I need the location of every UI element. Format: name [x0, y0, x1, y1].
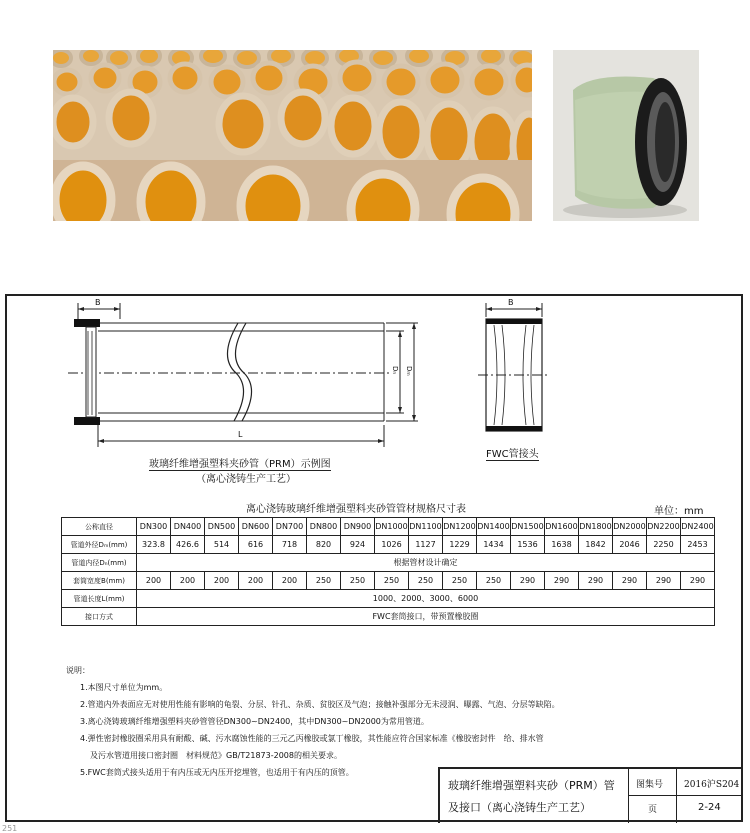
- row-label: 接口方式: [62, 608, 137, 626]
- table-cell: 290: [511, 572, 545, 590]
- notes-section: [66, 662, 560, 781]
- dim-label-l: L: [238, 430, 243, 439]
- table-cell: 200: [205, 572, 239, 590]
- table-cell: 250: [409, 572, 443, 590]
- note-item-3: 3.离心浇铸玻璃纤维增强塑料夹砂管管径DN300~DN2400，其中DN300~DN2000为常用管道。: [80, 717, 429, 726]
- page-label: 页: [648, 805, 658, 815]
- table-span-cell: 1000、2000、3000、6000: [137, 590, 715, 608]
- table-cell: 250: [375, 572, 409, 590]
- dim-label-dn: Dₙ: [391, 366, 399, 375]
- note-item-4-cont: 及污水管道用接口密封圈 材料规范》GB/T21873-2008的相关要求。: [90, 751, 342, 760]
- table-cell: 2046: [613, 536, 647, 554]
- dim-label-b-left: B: [95, 298, 101, 307]
- pipe-caption-line1: 玻璃纤维增强塑料夹砂管（PRM）示例图: [149, 455, 331, 471]
- table-cell: DN500: [205, 518, 239, 536]
- table-cell: 250: [477, 572, 511, 590]
- table-cell: 820: [307, 536, 341, 554]
- note-item-1: 1.本图尺寸单位为mm。: [80, 683, 168, 692]
- table-cell: DN400: [171, 518, 205, 536]
- table-cell: 1127: [409, 536, 443, 554]
- table-cell: DN1800: [579, 518, 613, 536]
- row-label: 管道外径Dₘ(mm): [62, 536, 137, 554]
- table-cell: 323.8: [137, 536, 171, 554]
- dim-label-b-right: B: [508, 298, 514, 307]
- row-label: 套筒宽度B(mm): [62, 572, 137, 590]
- table-cell: DN1400: [477, 518, 511, 536]
- table-row-length: [62, 590, 715, 608]
- coupling-caption: FWC管接头: [486, 445, 539, 461]
- table-cell: 1536: [511, 536, 545, 554]
- table-cell: 718: [273, 536, 307, 554]
- table-cell: 290: [613, 572, 647, 590]
- spec-table: [61, 517, 715, 626]
- table-cell: 200: [239, 572, 273, 590]
- table-row-outer-diameter: [62, 536, 715, 554]
- table-cell: DN1000: [375, 518, 409, 536]
- dim-label-dm: Dₘ: [405, 366, 413, 376]
- table-cell: 426.6: [171, 536, 205, 554]
- table-cell: 616: [239, 536, 273, 554]
- table-cell: 1434: [477, 536, 511, 554]
- table-cell: 200: [171, 572, 205, 590]
- table-cell: 2453: [681, 536, 715, 554]
- table-cell: DN1500: [511, 518, 545, 536]
- row-label: 管道内径Dₙ(mm): [62, 554, 137, 572]
- table-cell: DN1100: [409, 518, 443, 536]
- table-cell: DN1200: [443, 518, 477, 536]
- table-cell: 250: [341, 572, 375, 590]
- title-line1: 玻璃纤维增强塑料夹砂（PRM）管: [448, 779, 615, 792]
- table-span-cell: 根据管材设计确定: [137, 554, 715, 572]
- table-cell: 250: [443, 572, 477, 590]
- title-line2: 及接口（离心浇铸生产工艺）: [448, 801, 591, 814]
- note-item-5: 5.FWC套筒式接头适用于有内压或无内压开挖埋管，也适用于有内压的顶管。: [80, 768, 354, 777]
- pipe-technical-drawing: [0, 295, 750, 475]
- table-row-dn: [62, 518, 715, 536]
- table-unit: 单位：mm: [654, 506, 704, 517]
- table-cell: 1638: [545, 536, 579, 554]
- table-cell: DN700: [273, 518, 307, 536]
- atlas-number-label: 图集号: [636, 780, 664, 790]
- table-cell: 290: [545, 572, 579, 590]
- table-cell: 250: [307, 572, 341, 590]
- table-cell: 1026: [375, 536, 409, 554]
- atlas-number-value: 2016沪S204: [684, 780, 740, 790]
- prm-pipes-photo: [53, 50, 532, 221]
- table-cell: DN800: [307, 518, 341, 536]
- table-cell: 290: [579, 572, 613, 590]
- table-cell: 924: [341, 536, 375, 554]
- table-cell: 1842: [579, 536, 613, 554]
- table-cell: DN900: [341, 518, 375, 536]
- table-cell: 2250: [647, 536, 681, 554]
- table-cell: DN2400: [681, 518, 715, 536]
- table-cell: DN1600: [545, 518, 579, 536]
- page-footer-number: 251: [2, 824, 18, 833]
- title-block: [438, 767, 743, 823]
- notes-heading: 说明：: [66, 666, 90, 675]
- table-cell: 290: [647, 572, 681, 590]
- pipes-photo-drawing: [53, 50, 532, 221]
- row-label: 公称直径: [62, 518, 137, 536]
- table-cell: DN2000: [613, 518, 647, 536]
- table-cell: DN300: [137, 518, 171, 536]
- table-row-sleeve-width: [62, 572, 715, 590]
- table-row-joint: [62, 608, 715, 626]
- fwc-coupling-photo: [553, 50, 699, 221]
- table-cell: 290: [681, 572, 715, 590]
- row-label: 管道长度L(mm): [62, 590, 137, 608]
- page-value: 2-24: [698, 802, 721, 813]
- table-cell: DN600: [239, 518, 273, 536]
- table-cell: 200: [137, 572, 171, 590]
- table-title: 离心浇铸玻璃纤维增强塑料夹砂管管材规格尺寸表: [246, 504, 466, 515]
- pipe-caption-line2: （离心浇铸生产工艺）: [196, 474, 296, 485]
- table-span-cell: FWC套筒接口，带预置橡胶圈: [137, 608, 715, 626]
- table-row-inner-diameter: [62, 554, 715, 572]
- table-cell: 200: [273, 572, 307, 590]
- note-item-4: 4.弹性密封橡胶圈采用具有耐酸、碱、污水腐蚀性能的三元乙丙橡胶或氯丁橡胶，其性能应符合国家标准《橡胶密封件 给、排水管: [80, 734, 544, 743]
- table-cell: 514: [205, 536, 239, 554]
- coupling-photo-drawing: [553, 50, 699, 221]
- table-cell: 1229: [443, 536, 477, 554]
- table-cell: DN2200: [647, 518, 681, 536]
- note-item-2: 2.管道内外表面应无对使用性能有影响的龟裂、分层、针孔、杂质、贫胶区及气泡；接触补强部分无未浸润、曝露、气泡、分层等缺陷。: [80, 700, 560, 709]
